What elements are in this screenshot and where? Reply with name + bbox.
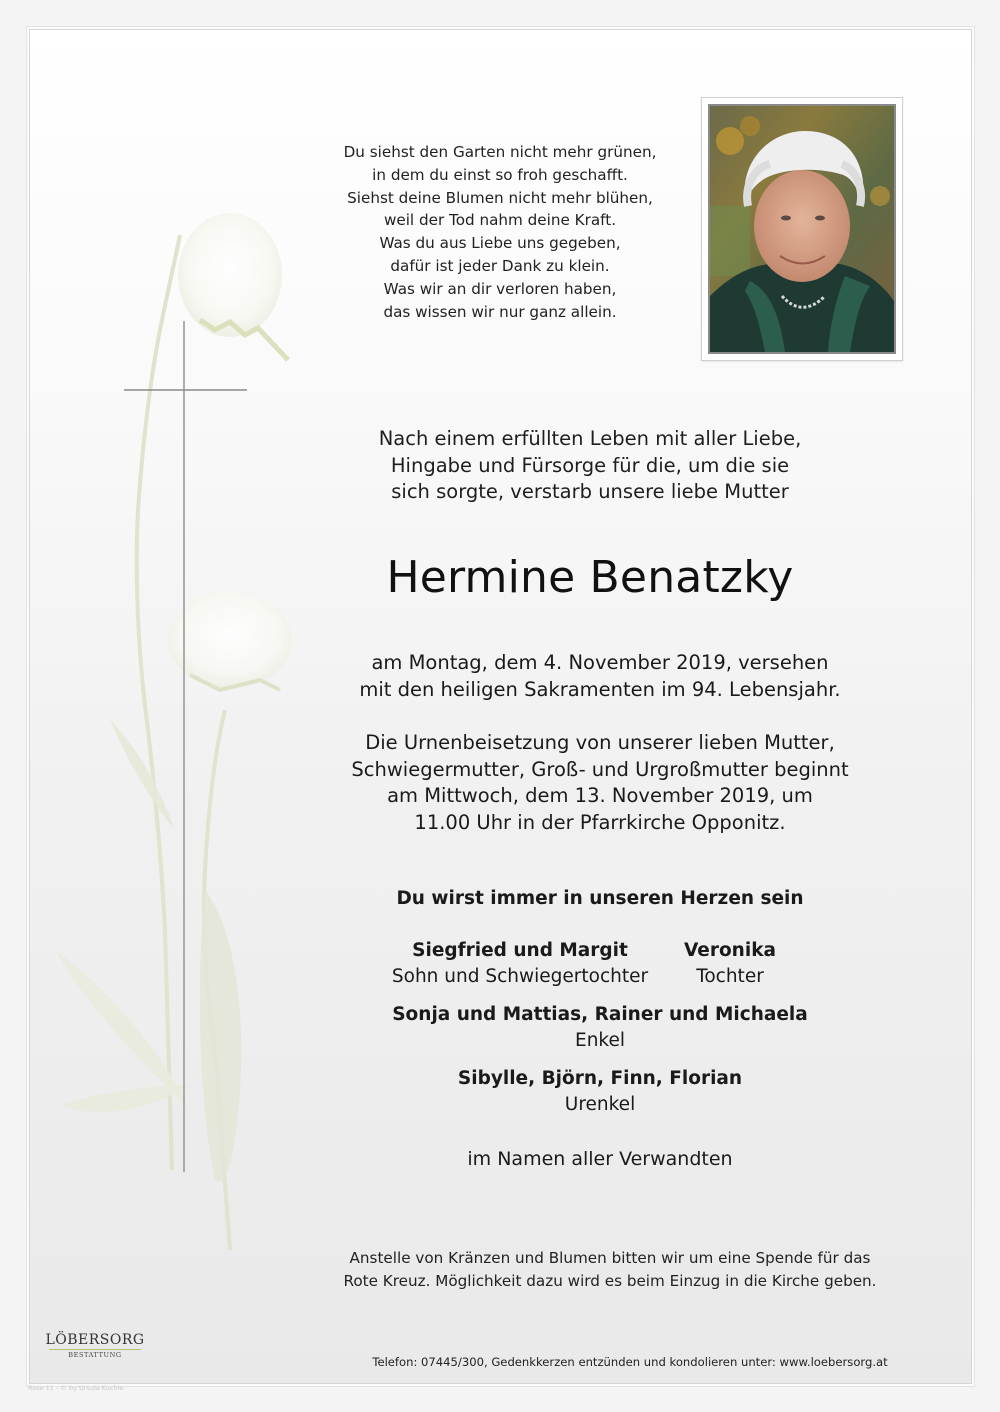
intro-line: sich sorgte, verstarb unsere liebe Mutter: [391, 480, 789, 503]
mourner-son: [375, 938, 665, 990]
burial-info-line: am Mittwoch, dem 13. November 2019, um: [387, 784, 813, 807]
death-info-line: am Montag, dem 4. November 2019, versehen: [371, 651, 829, 674]
mourner-great-grandchildren: [300, 1066, 900, 1118]
portrait-image: [710, 106, 894, 352]
mourner-relation: Enkel: [575, 1030, 625, 1051]
mourner-grandchildren: [300, 1002, 900, 1054]
lower-rose-icon: [55, 592, 292, 1250]
death-info: [330, 650, 870, 703]
donation-note-line: Rote Kreuz. Möglichkeit dazu wird es beim Einzug in die Kirche geben.: [343, 1272, 877, 1290]
mourner-names: Veronika: [684, 940, 776, 961]
poem-line: Du siehst den Garten nicht mehr grünen,: [343, 143, 657, 161]
donation-note: [280, 1247, 940, 1293]
intro-line: Hingabe und Fürsorge für die, um die sie: [390, 453, 790, 477]
image-credit: Rose 11 - © by Ursula Kuchle: [28, 1384, 124, 1392]
motto: Du wirst immer in unseren Herzen sein: [396, 888, 804, 909]
mourner-names: Sonja und Mattias, Rainer und Michaela: [392, 1004, 808, 1025]
intro-text: [360, 426, 820, 506]
logo-subtitle: BESTATTUNG: [68, 1351, 122, 1359]
deceased-name: Hermine Benatzky: [386, 552, 794, 603]
notice-card: [29, 29, 972, 1384]
logo-divider: [49, 1349, 141, 1350]
death-info-line: mit den heiligen Sakramenten im 94. Lebensjahr.: [359, 677, 841, 701]
portrait-frame: [701, 97, 903, 361]
burial-info-line: Die Urnenbeisetzung von unserer lieben Mutter,: [365, 731, 835, 754]
funeral-home-logo: [45, 1332, 145, 1359]
poem-line: in dem du einst so froh geschafft.: [372, 165, 628, 184]
burial-info-line: 11.00 Uhr in der Pfarrkirche Opponitz.: [414, 810, 786, 834]
portrait-photo: [708, 104, 896, 354]
poem-line: Siehst deine Blumen nicht mehr blühen,: [347, 188, 653, 207]
poem-line: weil der Tod nahm deine Kraft.: [383, 211, 617, 230]
mourner-relation: Urenkel: [564, 1094, 636, 1115]
mourner-daughter: [665, 938, 795, 990]
poem-line: Was du aus Liebe uns gegeben,: [379, 234, 621, 253]
poem-line: das wissen wir nur ganz allein.: [383, 302, 617, 321]
contact-line: Telefon: 07445/300, Gedenkkerzen entzünden und kondolieren unter: www.loebersorg.at: [372, 1355, 888, 1369]
mourner-relation: Tochter: [696, 966, 764, 987]
closing-line: im Namen aller Verwandten: [467, 1148, 733, 1170]
mourner-names: Sibylle, Björn, Finn, Florian: [457, 1068, 743, 1089]
poem: [300, 141, 700, 323]
mourner-names: Siegfried und Margit: [412, 940, 628, 961]
poem-line: Was wir an dir verloren haben,: [383, 279, 617, 298]
logo-wordmark: LÖBERSORG: [45, 1332, 145, 1348]
intro-line: Nach einem erfüllten Leben mit aller Liebe,: [378, 427, 802, 450]
burial-info: [330, 730, 870, 836]
mourner-relation: Sohn und Schwiegertochter: [391, 966, 649, 987]
donation-note-line: Anstelle von Kränzen und Blumen bitten wir um eine Spende für das: [349, 1249, 871, 1267]
poem-line: dafür ist jeder Dank zu klein.: [390, 256, 610, 275]
burial-info-line: Schwiegermutter, Groß- und Urgroßmutter beginnt: [351, 757, 849, 781]
